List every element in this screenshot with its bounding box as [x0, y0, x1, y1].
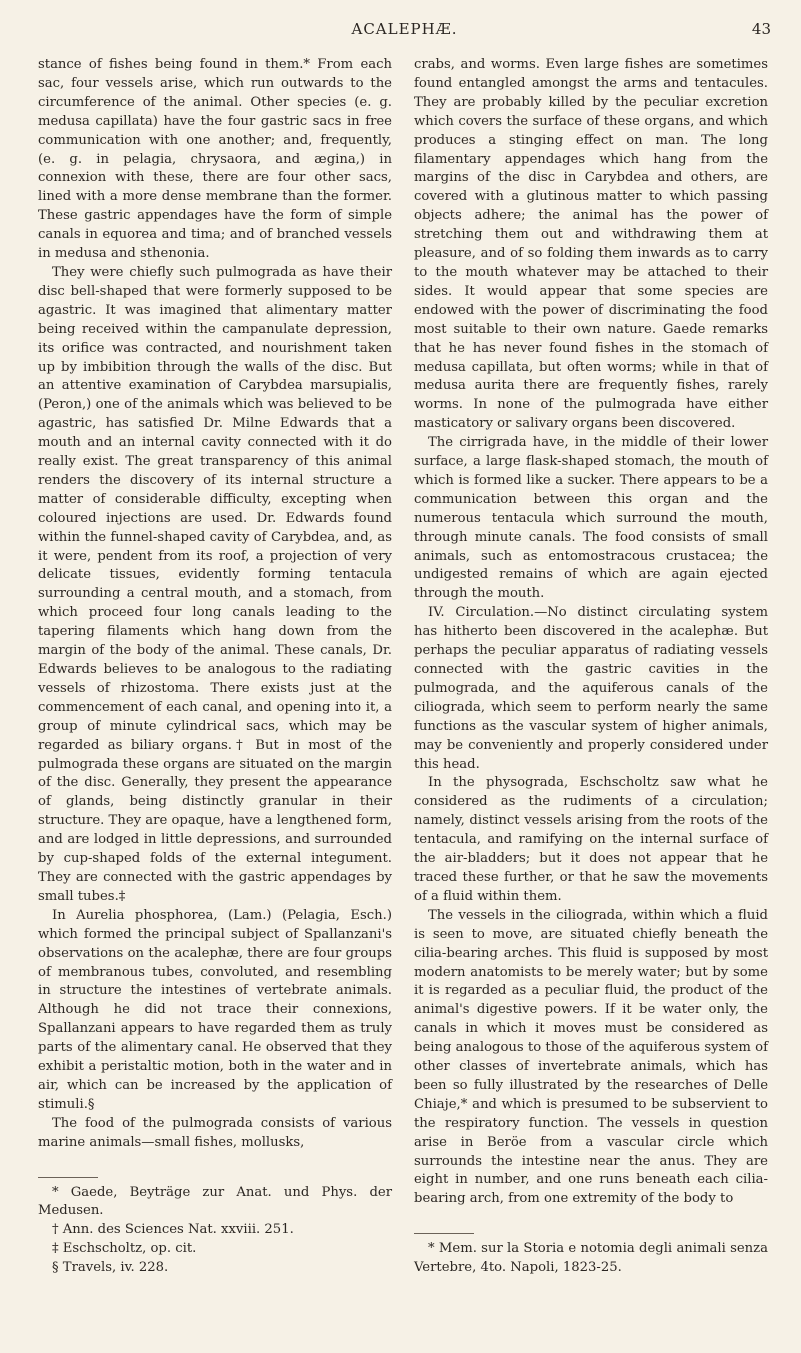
page-header — [38, 20, 771, 56]
footnote: * Gaede, Beyträge zur Anat. und Phys. der Medusen. — [38, 1184, 392, 1219]
paragraph: The vessels in the ciliograda, within which a fluid is seen to move, are situated chiefly beneath the cilia-bearing arches. This fluid is supposed by most modern anatomists to be merely water; but by some it is regarded as a peculiar fluid, the product of the animal's digestive powers. If it be water only, the canals in which it moves must be considered as being analogous to those of the aquiferous system of other classes of invertebrate animals, which has been so fully illustrated by the researches of Delle Chiaje,* and which is presumed to be subservient to the respiratory function. The vessels in question arise in Beröe from a vascular circle which surrounds the intestine near the anus. They are eight in number, and one runs beneath each cilia-bearing arch, from one extremity of the body to — [414, 907, 768, 1207]
footnote: † Ann. des Sciences Nat. xxviii. 251. — [52, 1222, 294, 1238]
left-column — [38, 56, 392, 1278]
footnote-rule — [38, 1177, 98, 1178]
footnote: § Travels, iv. 228. — [52, 1260, 169, 1276]
text-columns — [38, 56, 771, 1278]
paragraph: crabs, and worms. Even large fishes are sometimes found entangled amongst the arms and tentacules. They are probably killed by the peculiar excretion which covers the surface of these organs, and which produces a stinging effect on man. The long filamentary appendages which hang from the margins of the disc in Carybdea and others, are covered with a glutinous matter to which passing objects adhere; the animal has the power of stretching them out and withdrawing them at pleasure, and of so folding them inwards as to carry to the mouth whatever may be attached to their sides. It would appear that some species are endowed with the power of discriminating the food most suitable to their own nature. Gaede remarks that he has never found fishes in the stomach of medusa capillata, but often worms; while in that of medusa aurita there are frequently fishes, rarely worms. In none of the pulmograda have either masticatory or salivary organs been discovered. — [414, 57, 768, 432]
paragraph: IV. Circulation.—No distinct circulating system has hitherto been discovered in the acalephæ. But perhaps the peculiar apparatus of radiating vessels connected with the gastric cavities in the pulmograda, and the aquiferous canals of the ciliograda, which seem to perform nearly the same functions as the vascular system of higher animals, may be conveniently and properly considered under this head. — [414, 605, 768, 772]
page-number: 43 — [751, 20, 771, 38]
paragraph: The cirrigrada have, in the middle of their lower surface, a large flask-shaped stomach, the mouth of which is formed like a sucker. There appears to be a communication between this organ and the numerous tentacula which surround the mouth, through minute canals. The food consists of small animals, such as entomostracous crustacea; the undigested remains of which are again ejected through the mouth. — [414, 435, 768, 602]
paragraph: They were chiefly such pulmograda as have their disc bell-shaped that were formerly supposed to be agastric. It was imagined that alimentary matter being received within the campanulate depression, its orifice was contracted, and nourishment taken up by imbibition through the walls of the disc. But an attentive examination of Carybdea marsupialis, (Peron,) one of the animals which was believed to be agastric, has satisfied Dr. Milne Edwards that a mouth and an internal cavity connected with it do really exist. The great transparency of this animal renders the discovery of its internal structure a matter of considerable difficulty, excepting when coloured injections are used. Dr. Edwards found within the funnel-shaped cavity of Carybdea, and, as it were, pendent from its roof, a projection of very delicate tissues, evidently forming tentacula surrounding a central mouth, and a stomach, from which proceed four long canals leading to the tapering filaments which hang down from the margin of the body of the animal. These canals, Dr. Edwards believes to be analogous to the radiating vessels of rhizostoma. There exists just at the commencement of each canal, and opening into it, a group of minute cylindrical sacs, which may be regarded as biliary organs.† But in most of the pulmograda these organs are situated on the margin of the disc. Generally, they present the appearance of glands, being distinctly granular in their structure. They are opaque, have a lengthened form, and are lodged in little depressions, and surrounded by cup-shaped folds of the external integument. They are connected with the gastric appendages by small tubes.‡ — [38, 264, 392, 904]
paragraph: The food of the pulmograda consists of various marine animals—small fishes, mollusks, — [38, 1115, 392, 1150]
running-head: ACALEPHÆ. — [351, 20, 458, 38]
paragraph: stance of fishes being found in them.* From each sac, four vessels arise, which run outwards to the circumference of the animal. Other species (e. g. medusa capillata) have the four gastric sacs in free communication with one another; and, frequently, (e. g. in pelagia, chrysaora, and ægina,) in connexion with these, there are four other sacs, lined with a more dense membrane than the former. These gastric appendages have the form of simple canals in equorea and tima; and of branched vessels in medusa and sthenonia. — [38, 57, 392, 262]
paragraph: In Aurelia phosphorea, (Lam.) (Pelagia, Esch.) which formed the principal subject of Spallanzani's observations on the acalephæ, there are four groups of membranous tubes, convoluted, and resembling in structure the intestines of vertebrate animals. Although he did not trace their connexions, Spallanzani appears to have regarded them as truly parts of the alimentary canal. He observed that they exhibit a peristaltic motion, both in the water and in air, which can be increased by the application of stimuli.§ — [38, 907, 392, 1112]
right-column — [414, 56, 768, 1278]
footnote: * Mem. sur la Storia e notomia degli animali senza Vertebre, 4to. Napoli, 1823-25. — [414, 1241, 768, 1276]
paragraph: In the physograda, Eschscholtz saw what he considered as the rudiments of a circulation; namely, distinct vessels arising from the roots of the tentacula, and ramifying on the internal surface of the air-bladders; but it does not appear that he traced these further, or that he saw the movements of a fluid within them. — [414, 775, 768, 904]
footnote: ‡ Eschscholtz, op. cit. — [52, 1241, 197, 1257]
footnote-rule — [414, 1233, 474, 1234]
